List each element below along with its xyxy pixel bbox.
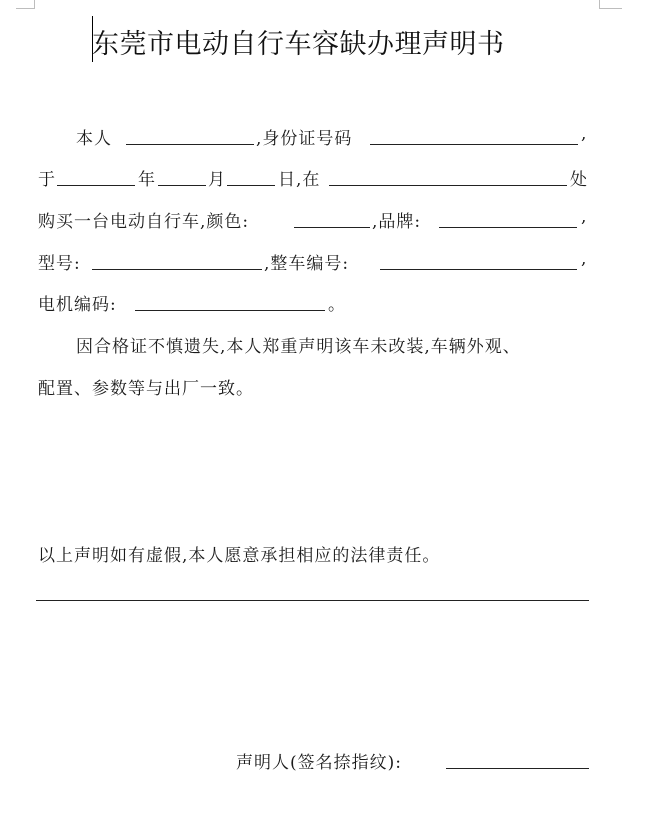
signature-label: 声明人(签名捺指纹): [236, 753, 402, 773]
line5-end-punct: 。 [328, 295, 346, 315]
statement-text-1: 因合格证不慎遗失,本人郑重声明该车未改装,车辆外观、 [76, 337, 521, 357]
motor-code-label: 电机编码: [38, 295, 117, 315]
id-number-blank[interactable] [370, 144, 578, 145]
motor-code-blank[interactable] [135, 310, 325, 311]
color-label: 购买一台电动自行车,颜色: [38, 212, 250, 232]
frame-number-label: ,整车编号: [264, 254, 350, 274]
date-prefix-label: 于 [38, 170, 56, 190]
model-blank[interactable] [92, 269, 262, 270]
line4-end-punct: , [581, 249, 588, 269]
year-blank[interactable] [57, 185, 135, 186]
name-label: 本人 [76, 129, 112, 149]
page-corner-mark-right [599, 0, 622, 9]
divider-rule [36, 600, 589, 601]
document-title[interactable]: 东莞市电动自行车容缺办理声明书 [92, 29, 505, 60]
brand-label: ,品牌: [372, 212, 422, 232]
line3-end-punct: , [581, 207, 588, 227]
liability-text: 以上声明如有虚假,本人愿意承担相应的法律责任。 [38, 546, 441, 566]
line1-end-punct: , [581, 124, 588, 144]
place-suffix-label: 处 [570, 170, 588, 190]
page-corner-mark-left [16, 0, 35, 9]
day-blank[interactable] [227, 185, 275, 186]
frame-number-blank[interactable] [380, 269, 577, 270]
day-place-label: 日,在 [278, 170, 321, 190]
place-blank[interactable] [329, 185, 567, 186]
month-blank[interactable] [158, 185, 206, 186]
id-number-label: ,身份证号码 [256, 129, 353, 149]
month-label: 月 [208, 170, 226, 190]
name-blank[interactable] [126, 144, 254, 145]
model-label: 型号: [38, 254, 81, 274]
color-blank[interactable] [294, 227, 370, 228]
signature-blank[interactable] [446, 768, 589, 769]
statement-text-2: 配置、参数等与出厂一致。 [38, 379, 254, 399]
brand-blank[interactable] [439, 227, 577, 228]
year-label: 年 [138, 170, 156, 190]
